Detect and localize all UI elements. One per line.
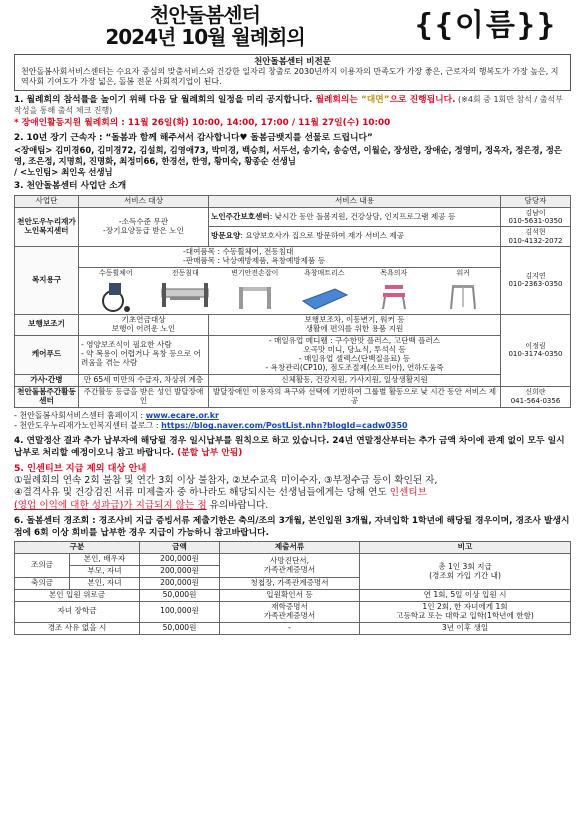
- col-amount: 금액: [140, 542, 220, 554]
- table-row: [15, 335, 571, 374]
- name-placeholder: {{이름}}: [414, 8, 557, 43]
- table-row: [15, 246, 571, 267]
- col-docs: 제출서류: [220, 542, 360, 554]
- row-cat: 축의금: [15, 578, 70, 590]
- section-1: [14, 95, 571, 129]
- col-contact: 담당자: [501, 195, 571, 207]
- home-visit-content: [209, 227, 501, 247]
- aid-toilet-handle: [225, 269, 285, 313]
- row-docs: 입원확인서 등: [220, 590, 360, 602]
- aids-sale: -판매품목 : 낙상예방제품, 욕창예방제품 등: [183, 255, 326, 265]
- table-row: [15, 622, 571, 634]
- row-amount: 200,000원: [140, 554, 220, 566]
- aid-label: 전동침대: [171, 268, 199, 277]
- welfare-center-name: 천안도우누리재가노인복지센터: [15, 207, 79, 246]
- section-4-note: (분할 납부 안됨): [174, 447, 243, 458]
- housework-content: 신체활동, 건강지원, 가사지원, 일상생활지원: [209, 374, 501, 386]
- aids-pictures: [79, 267, 501, 314]
- condolence-table: [14, 541, 571, 635]
- vision-box: [14, 54, 571, 91]
- row-amount: 200,000원: [140, 578, 220, 590]
- aid-label: 목욕의자: [380, 268, 408, 277]
- col-category: 구분: [15, 542, 140, 554]
- walker-icon: [448, 281, 478, 311]
- home-visit-label: 방문요양: [211, 231, 241, 241]
- day-care-contact: 김남이 010-5631-0350: [501, 207, 571, 227]
- aid-label: 욕창매트리스: [303, 268, 345, 277]
- aids-items-text: [79, 246, 501, 267]
- table-row: [15, 554, 571, 566]
- section-5-heading: 5. 인센티브 지급 제외 대상 안내: [14, 463, 147, 475]
- section-2-heading: 2. 10년 장기 근속자 : “돌봄과 함께 해주셔서 감사합니다♥ 돌봄금뱃지를 선물로 드립니다”: [14, 133, 373, 144]
- table-row: [15, 590, 571, 602]
- section-6-text: 6. 돌봄센터 경조회 : 경조사비 지급 증빙서류 제출기한은 축의/조의 3개월, 본인입원 3개월, 자녀입학 1학년에 해당될 경우이며, 경조사 발생시점에 6회 이상 회비를 납부한 경우 지급이 가능하니 참고바랍니다.: [14, 516, 570, 538]
- row-amount: 50,000원: [140, 622, 220, 634]
- walker-target: 기초연금대상 보행이 어려운 노인: [79, 315, 209, 336]
- header: [0, 0, 585, 52]
- housework-name: 가사·간병: [15, 374, 79, 386]
- section-1-gold: “대면”: [361, 95, 390, 106]
- aid-label: 수동휠체어: [98, 268, 133, 277]
- section-5: [14, 463, 571, 512]
- row-docs: 재학증명서 가족관계증명서: [220, 601, 360, 622]
- title-block: [40, 4, 370, 48]
- aid-walker: [433, 269, 493, 313]
- row-note: 연 1회, 5일 이상 입원 시: [360, 590, 571, 602]
- care-food-content: - 매일유업 메디웰 : 구수한맛 플러스, 고단백 플러스 오곡맛 미니, 당뇨식, 투석식 등 - 매일유업 셀렉스(단백질음료) 등 - 욕창관리(CP10), 점도조절제(소프티아), 연하도움죽: [209, 335, 501, 374]
- table-row: [15, 386, 571, 407]
- day-care-label: 노인주간보호센터: [211, 211, 270, 221]
- day-activity-target: 주간활동 등급을 받은 성인 발달장애인: [79, 386, 209, 407]
- row-amount: 200,000원: [140, 566, 220, 578]
- row-cat: 조의금: [15, 554, 70, 578]
- row-amount: 100,000원: [140, 601, 220, 622]
- mattress-icon: [299, 281, 349, 311]
- links: [14, 411, 571, 433]
- blog-link[interactable]: https://blog.naver.com/PostList.nhn?blogId=cadw0350: [161, 421, 408, 431]
- table-row: [15, 374, 571, 386]
- aid-mattress: [294, 269, 354, 313]
- col-unit: 사업단: [15, 195, 79, 207]
- section-1-red: 월례회의는: [312, 95, 361, 106]
- section-3-heading: 3. 천안돌봄센터 사업단 소개: [14, 181, 127, 192]
- row-cat: 자녀 장학금: [15, 601, 140, 622]
- electric-bed-icon: [160, 281, 210, 311]
- section-5-line3: 유의바랍니다.: [206, 499, 269, 511]
- section-1-schedule: * 장애인활동지원 월례회의 : 11월 26일(화) 10:00, 14:00, 17:00 / 11월 27일(수) 10:00: [14, 117, 391, 128]
- home-visit-contact: 김석현 010-4132-2072: [501, 227, 571, 247]
- section-5-line2: ④결격사유 및 건강검진 서류 미제출자 중 하나라도 해당되시는 선생님들에게는 당해 연도: [14, 487, 390, 499]
- aids-name: 복지용구: [15, 246, 79, 314]
- aid-bath-chair: [364, 269, 424, 313]
- row-cat: 경조 사유 없을 시: [15, 622, 140, 634]
- aid-label: 변기안전손잡이: [231, 268, 279, 277]
- row-sub: 본인, 배우자: [70, 554, 140, 566]
- row-cat: 본인 입원 위로금: [15, 590, 140, 602]
- section-1-text: 1. 월례회의 참석률을 높이기 위해 다음 달 월례회의 일정을 미리 공지합니다.: [14, 95, 313, 106]
- toilet-handle-icon: [237, 281, 273, 311]
- row-amount: 50,000원: [140, 590, 220, 602]
- aids-contact: 김지연 010-2363-0350: [501, 246, 571, 314]
- section-4-text: 4. 연말정산 결과 추가 납부자에 해당될 경우 일시납부를 원칙으로 하고 있습니다. 24년 연말정산부터는 추가 금액 차이에 관계 없이 모두 일시납부로 처리할 예정이오니 참고 바랍니다.: [14, 436, 565, 458]
- section-5-incentive: 인센티브: [389, 487, 427, 499]
- blog-label: - 천안도우누리재가노인복지센터 블로그 :: [14, 421, 162, 431]
- day-activity-name: 천안돌봄주간활동센터: [15, 386, 79, 407]
- bath-chair-icon: [379, 281, 409, 311]
- day-activity-content: 발달장애인 이용자의 욕구와 선택에 기반하여 그룹별 활동으로 낮 시간 동안 서비스 제공: [209, 386, 501, 407]
- wheelchair-icon: [99, 279, 133, 313]
- day-activity-contact: 신희란 041-564-0356: [501, 386, 571, 407]
- section-1-note: (※4회 중 1회만 참석 / 출석부 작성을 통해 출석 체크 진행): [14, 95, 563, 116]
- section-2-disabled-list: <장애팀> 김미경60, 김미경72, 김설희, 김영애73, 박미경, 백승희, 서두선, 송기숙, 송승연, 이월순, 장성란, 장애순, 정영미, 정옥자, 정은경, 정은영, 조은정, 지명희, 진명화, 최정미66, 한경선, 한영, 황미숙, 황종순 선생님: [14, 144, 562, 166]
- table-row: [15, 601, 571, 622]
- section-5-line1: ①월례회의 연속 2회 불참 및 연간 3회 이상 불참자, ②보수교육 미이수자, ③부정수급 등이 확인된 자,: [14, 474, 438, 486]
- table-row: [15, 315, 571, 336]
- section-4: [14, 436, 571, 459]
- homepage-link[interactable]: www.ecare.or.kr: [145, 410, 219, 420]
- day-care-content: [209, 207, 501, 227]
- center-title: 천안돌봄센터: [150, 3, 260, 27]
- care-food-name: 케어푸드: [15, 335, 79, 374]
- row-note: 1인 2회, 한 자녀에게 1회 고등학교 또는 대학교 입학(1학년에 한함): [360, 601, 571, 622]
- vision-title: 천안돌봄센터 비전문: [254, 57, 331, 67]
- aid-wheelchair: [86, 269, 146, 313]
- row-docs: 청첩장, 가족관계증명서: [220, 578, 360, 590]
- meeting-title: 2024년 10월 월례회의: [105, 25, 305, 49]
- housework-target: 만 65세 미만의 수급자, 차상위 계층: [79, 374, 209, 386]
- welfare-center-target: -소득수준 무관 -장기요양등급 받은 노인: [79, 207, 209, 246]
- row-note: 총 1인 3회 지급 (경조회 가입 기간 내): [360, 554, 571, 590]
- services-header-row: [15, 195, 571, 207]
- vision-body: 천안돌봄사회서비스센터는 수요자 중심의 맞춤서비스와 건강한 일자리 창출로 2030년까지 이용자의 만족도가 가장 좋은, 근로자의 행복도가 가장 높은, 지역사회 기여도가 가장 넓은, 돌봄 전문 사회적기업이 된다.: [21, 67, 559, 87]
- section-2: [14, 133, 571, 177]
- table-row: [15, 207, 571, 227]
- col-content: 서비스 내용: [209, 195, 501, 207]
- aid-bed: [155, 269, 215, 313]
- section-2-elderly-list: / <노인팀> 최인옥 선생님: [14, 166, 113, 177]
- row-note: 3년 이후 생일: [360, 622, 571, 634]
- table-row: [15, 267, 571, 314]
- col-note: 비고: [360, 542, 571, 554]
- col-target: 서비스 대상: [79, 195, 209, 207]
- row-docs: -: [220, 622, 360, 634]
- day-care-desc: : 낮시간 동안 돌봄지원, 건강상담, 인지프로그램 제공 등: [269, 211, 456, 221]
- row-sub: 본인, 자녀: [70, 578, 140, 590]
- walker-content: 보행보조차, 이동변기, 워커 등 생활에 편의를 위한 용품 지원: [209, 315, 501, 336]
- row-sub: 부모, 자녀: [70, 566, 140, 578]
- section-5-line3-red: (영업 이익에 대한 성과급)가 지급되지 않는 점: [14, 499, 207, 511]
- aid-label: 워커: [456, 268, 471, 277]
- services-table: [14, 195, 571, 408]
- aids-rental: -대여품목 : 수동휠체어, 전동침대: [183, 246, 294, 256]
- home-visit-desc: : 요양보호사가 집으로 방문하여 재가 서비스 제공: [240, 231, 405, 241]
- section-1-red-2: 으로 진행됩니다.: [389, 95, 456, 106]
- care-food-target: - 영양보조식이 필요한 사람 - 약 복용이 어렵거나 욕창 등으로 어려움을 겪는 사람: [79, 335, 209, 374]
- homepage-label: - 천안돌봄사회서비스센터 홈페이지 :: [14, 410, 146, 420]
- condolence-header-row: [15, 542, 571, 554]
- care-food-contact: 이정림 010-3174-0350: [501, 315, 571, 387]
- row-docs: 사망진단서, 가족관계증명서: [220, 554, 360, 578]
- walker-name: 보행보조기: [15, 315, 79, 336]
